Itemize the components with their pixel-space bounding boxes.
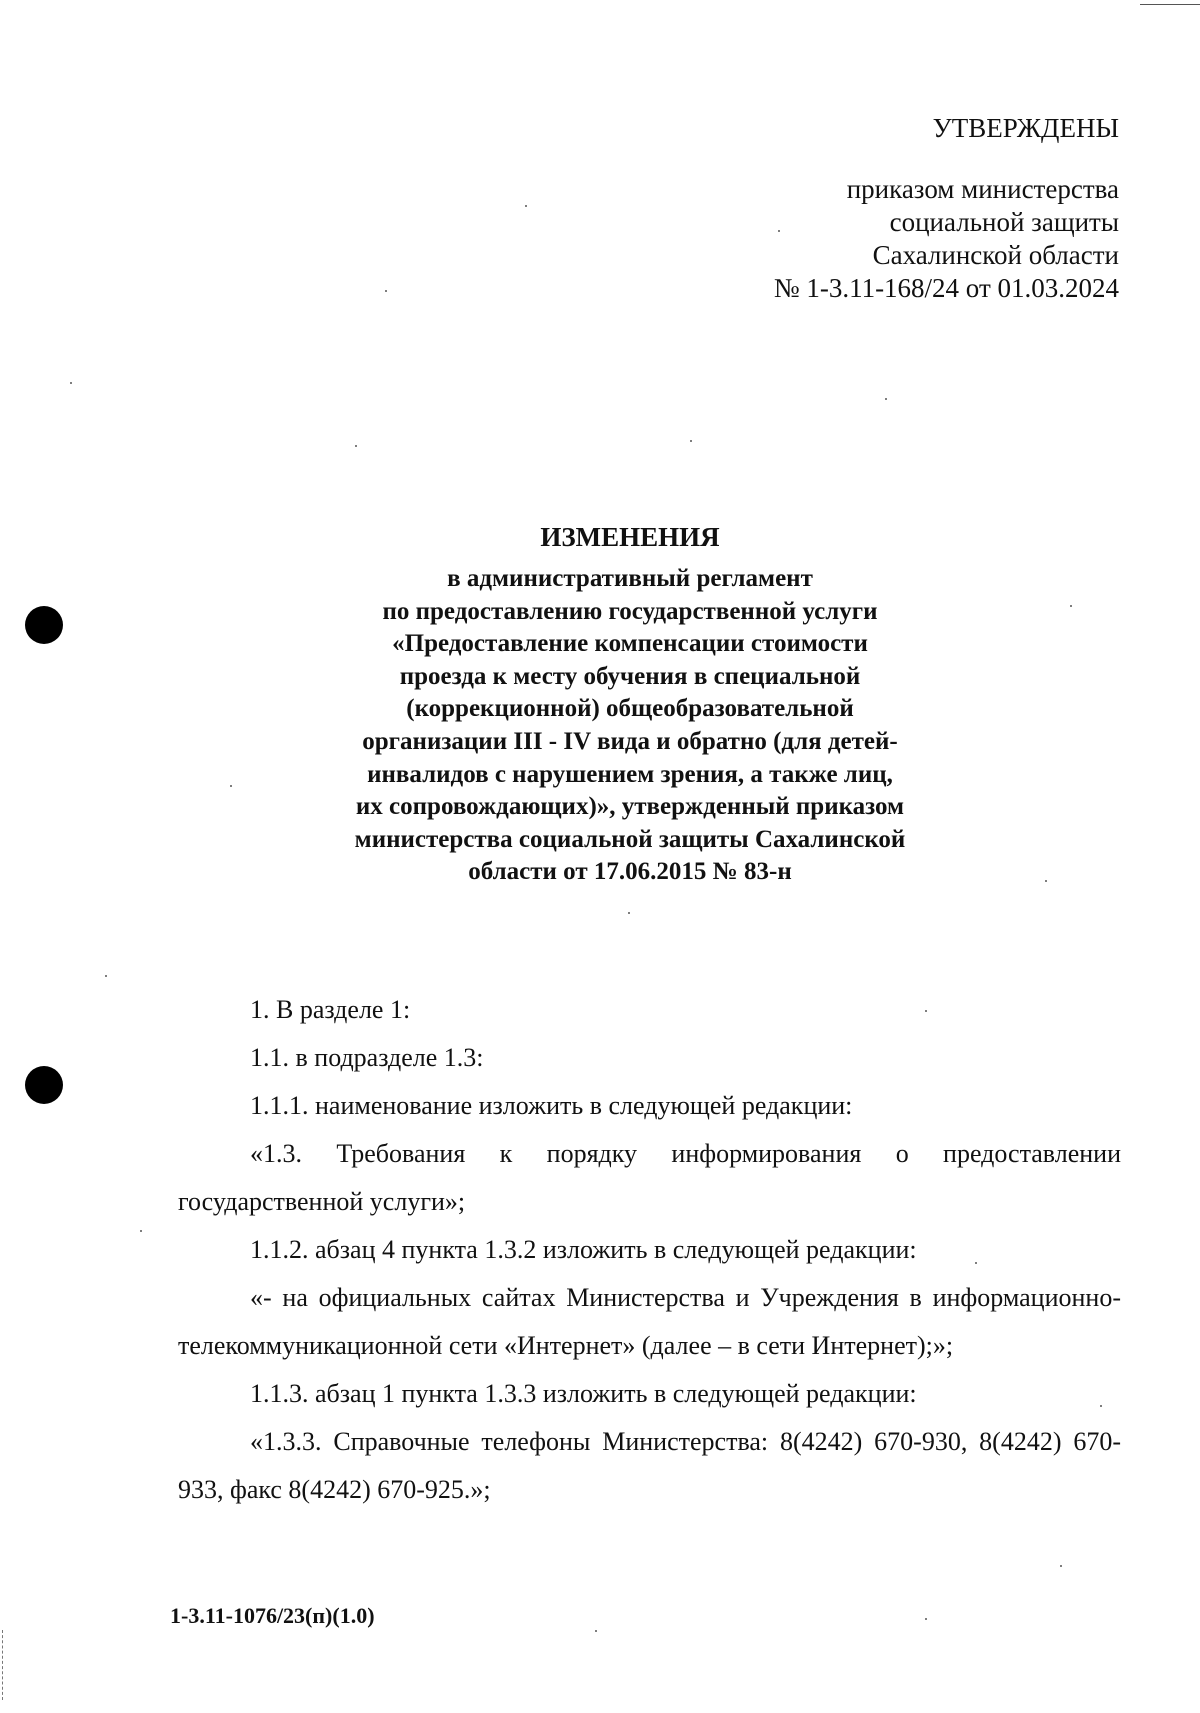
subtitle-line: проезда к месту обучения в специальной [399, 662, 861, 690]
scan-speck [230, 785, 232, 787]
approval-line: Сахалинской области [872, 240, 1119, 270]
document-subtitle [280, 563, 980, 889]
scan-speck [595, 1630, 597, 1632]
subtitle-line: области от 17.06.2015 № 83-н [468, 858, 792, 886]
punch-hole [25, 606, 63, 644]
subtitle-line: их сопровождающих)», утвержденный приказом [355, 793, 905, 821]
subtitle-line: (коррекционной) общеобразовательной [406, 695, 854, 723]
body-paragraph: 1.1. в подразделе 1.3: [250, 1043, 484, 1072]
body-paragraph: 1.1.1. наименование изложить в следующей редакции: [250, 1091, 853, 1120]
subtitle-line: по предоставлению государственной услуги [382, 597, 878, 625]
punch-hole [25, 1066, 63, 1104]
body-paragraph: «1.3.3. Справочные телефоны Министерства: 8(4242) 670-930, 8(4242) 670-933, факс 8(4242) 670-925.»; [178, 1427, 1121, 1504]
scan-speck [1070, 605, 1072, 607]
scan-artifact-edge [2, 1630, 4, 1700]
scan-speck [885, 398, 887, 400]
body-paragraph: 1.1.3. абзац 1 пункта 1.3.3 изложить в следующей редакции: [250, 1379, 917, 1408]
scan-speck [525, 205, 527, 207]
document-body [178, 986, 1121, 1514]
scan-speck [628, 912, 630, 914]
subtitle-line: инвалидов с нарушением зрения, а также лиц, [367, 760, 893, 788]
scan-speck [70, 382, 72, 384]
body-paragraph: 1.1.2. абзац 4 пункта 1.3.2 изложить в следующей редакции: [250, 1235, 917, 1264]
scan-artifact-line [1140, 4, 1200, 5]
approval-title: УТВЕРЖДЕНЫ [932, 113, 1119, 143]
approval-line: социальной защиты [889, 207, 1119, 237]
scan-speck [1045, 880, 1047, 882]
body-paragraph: 1. В разделе 1: [250, 995, 411, 1024]
document-footer-code: 1-3.11-1076/23(п)(1.0) [170, 1603, 375, 1628]
subtitle-line: организации III - IV вида и обратно (для детей- [362, 727, 898, 755]
approval-line: приказом министерства [846, 174, 1119, 204]
body-paragraph: «1.3. Требования к порядку информирования о предоставлении государственной услуги»; [178, 1139, 1121, 1216]
scan-speck [1060, 1565, 1062, 1567]
scan-speck [385, 290, 387, 292]
document-heading: ИЗМЕНЕНИЯ [540, 522, 720, 552]
subtitle-line: «Предоставление компенсации стоимости [392, 630, 868, 658]
scan-speck [105, 975, 107, 977]
scan-speck [355, 445, 357, 447]
subtitle-line: министерства социальной защиты Сахалинской [354, 825, 906, 853]
approval-block [774, 112, 1119, 305]
scan-speck [925, 1618, 927, 1620]
subtitle-line: в административный регламент [447, 565, 813, 592]
document-title-block [280, 521, 980, 889]
scan-speck [140, 1230, 142, 1232]
approval-order-number: № 1-3.11-168/24 от 01.03.2024 [773, 273, 1119, 303]
scan-speck [690, 440, 692, 442]
body-paragraph: «- на официальных сайтах Министерства и Учреждения в информационно-телекоммуникационной сети «Интернет» (далее – в сети Интернет);»; [178, 1283, 1121, 1360]
